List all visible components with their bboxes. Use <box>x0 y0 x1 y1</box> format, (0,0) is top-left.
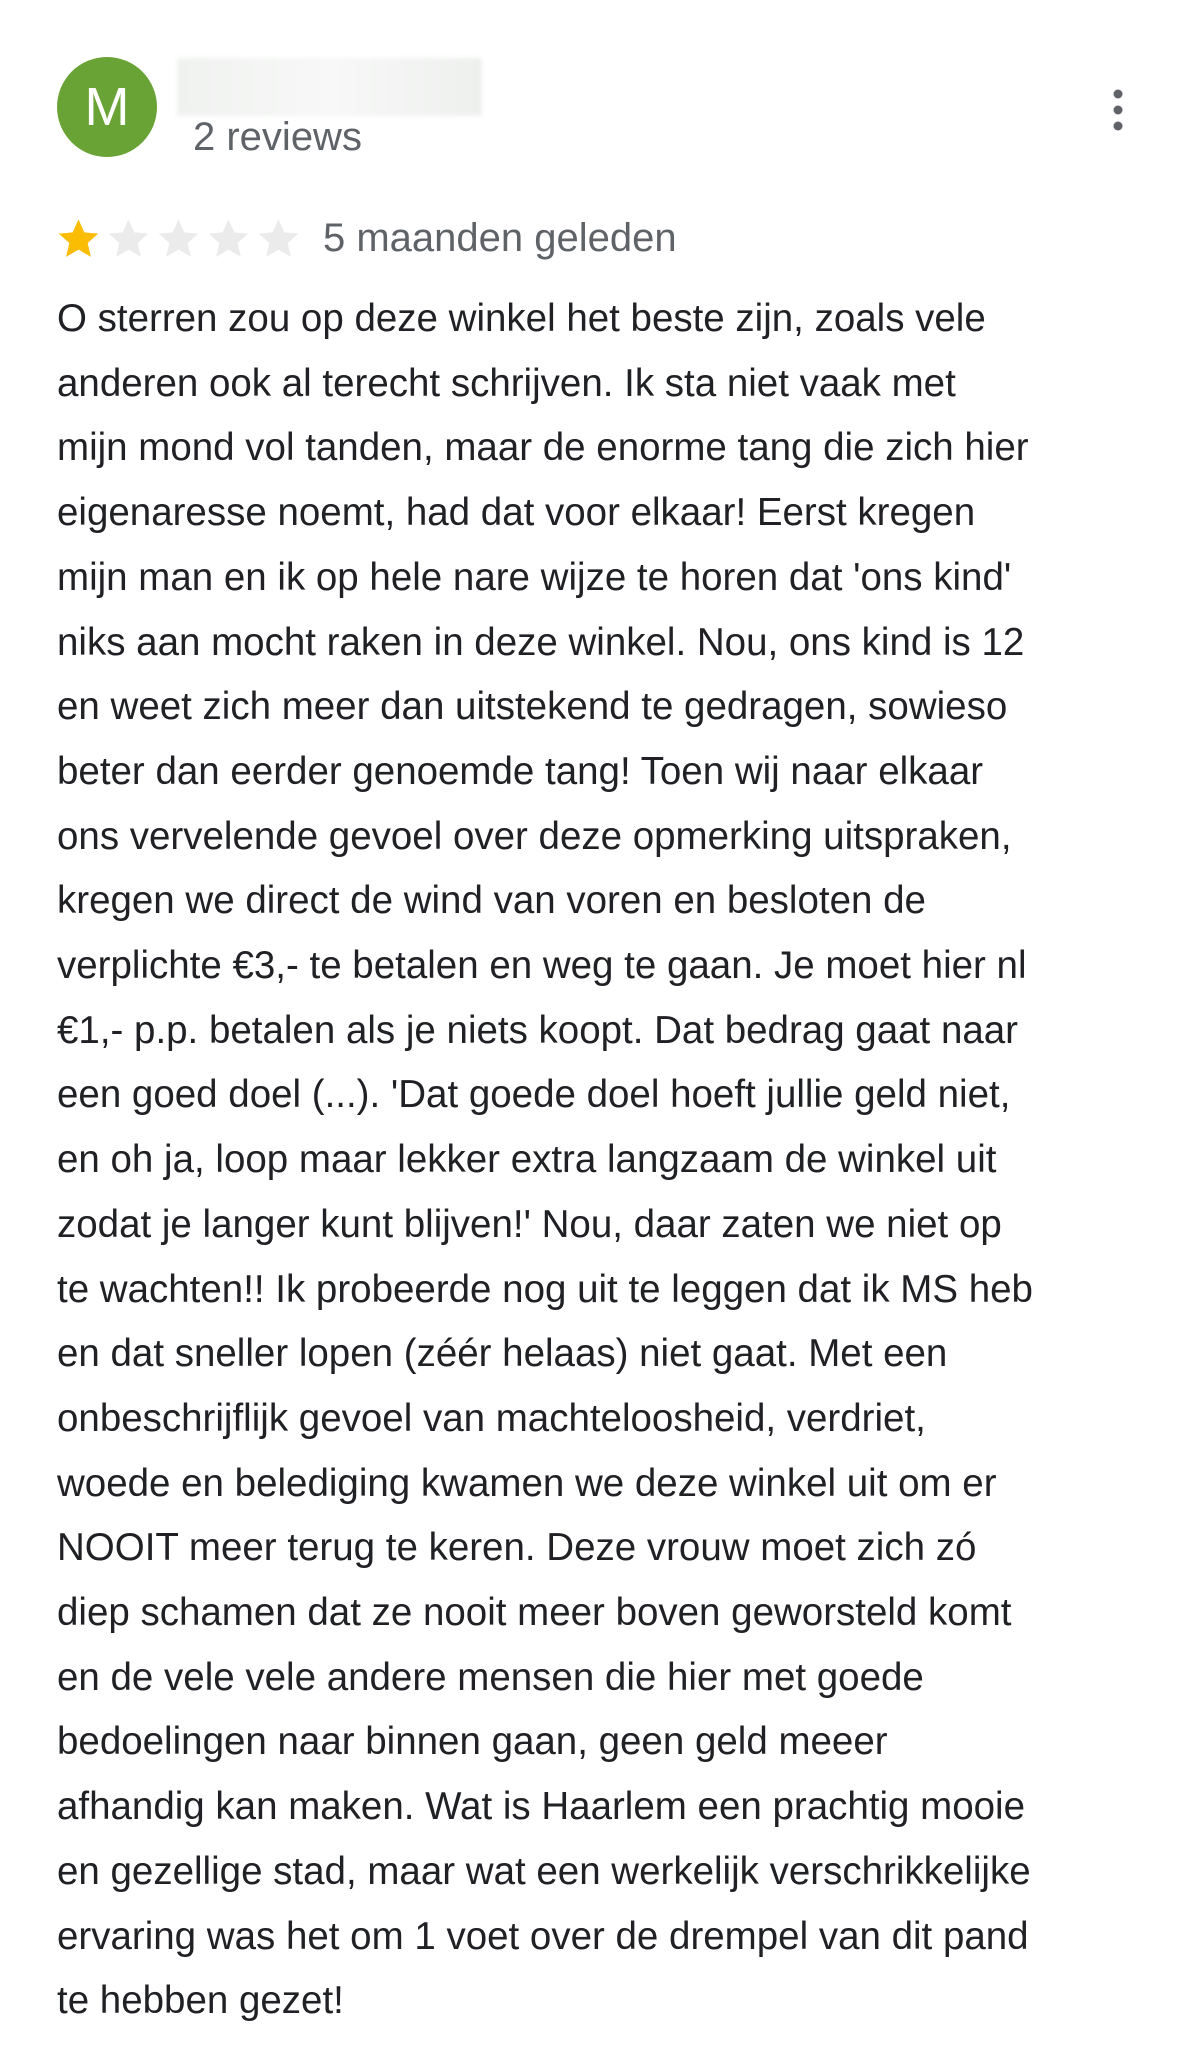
review-text-line: kregen we direct de wind van voren en besloten de <box>57 879 926 923</box>
review-text-line: ervaring was het om 1 voet over de drempel van dit pand <box>57 1914 1029 1958</box>
star-empty-icon <box>206 216 251 261</box>
review-text-line: onbeschrijflijk gevoel van machteloosheid, verdriet, <box>57 1396 926 1440</box>
review-text-line: en gezellige stad, maar wat een werkelijk verschrikkelijke <box>57 1849 1031 1893</box>
review-text-line: te hebben gezet! <box>57 1979 344 2023</box>
review-count[interactable]: 2 reviews <box>193 115 362 159</box>
review-text-line: een goed doel (...). 'Dat goede doel hoeft jullie geld niet, <box>57 1073 1011 1117</box>
review-text-line: en de vele vele andere mensen die hier met goede <box>57 1655 924 1699</box>
review-text-line: niks aan mocht raken in deze winkel. Nou, ons kind is 12 <box>57 620 1025 664</box>
review-text-line: zodat je langer kunt blijven!' Nou, daar zaten we niet op <box>57 1202 1002 1246</box>
review-text-line: mijn mond vol tanden, maar de enorme tang die zich hier <box>57 426 1029 470</box>
review-text-line: verplichte €3,- te betalen en weg te gaan. Je moet hier nl <box>57 944 1027 988</box>
star-empty-icon <box>156 216 201 261</box>
review-date: 5 maanden geleden <box>323 216 677 260</box>
review-text-line: woede en belediging kwamen we deze winkel uit om er <box>57 1461 997 1505</box>
review-text-line: €1,- p.p. betalen als je niets koopt. Dat bedrag gaat naar <box>57 1008 1018 1052</box>
avatar[interactable]: M <box>57 57 157 157</box>
review-text-line: ons vervelende gevoel over deze opmerking uitspraken, <box>57 814 1012 858</box>
review-text <box>57 287 1167 2034</box>
star-rating <box>56 213 306 263</box>
review-text-line: O sterren zou op deze winkel het beste zijn, zoals vele <box>57 297 986 340</box>
star-empty-icon <box>256 216 301 261</box>
review-text-line: diep schamen dat ze nooit meer boven geworsteld komt <box>57 1591 1012 1635</box>
review-text-line: eigenaresse noemt, had dat voor elkaar! Eerst kregen <box>57 491 976 535</box>
review-text-line: en dat sneller lopen (zéér helaas) niet gaat. Met een <box>57 1332 948 1376</box>
review-text-line: beter dan eerder genoemde tang! Toen wij naar elkaar <box>57 749 984 793</box>
review-text-line: anderen ook al terecht schrijven. Ik sta niet vaak met <box>57 361 956 405</box>
review-text-line: bedoelingen naar binnen gaan, geen geld meeer <box>57 1720 888 1764</box>
more-vert-icon[interactable] <box>1100 86 1136 136</box>
reviewer-name-redacted <box>177 58 482 116</box>
star-empty-icon <box>106 216 151 261</box>
review-text-line: te wachten!! Ik probeerde nog uit te leggen dat ik MS heb <box>57 1267 1033 1311</box>
review-text-line: NOOIT meer terug te keren. Deze vrouw moet zich zó <box>57 1526 977 1570</box>
review-text-line: afhandig kan maken. Wat is Haarlem een prachtig mooie <box>57 1785 1025 1829</box>
review-text-line: en weet zich meer dan uitstekend te gedragen, sowieso <box>57 685 1008 729</box>
review-text-line: mijn man en ik op hele nare wijze te horen dat 'ons kind' <box>57 555 1012 599</box>
review-text-line: en oh ja, loop maar lekker extra langzaam de winkel uit <box>57 1138 997 1182</box>
star-filled-icon <box>56 216 101 261</box>
